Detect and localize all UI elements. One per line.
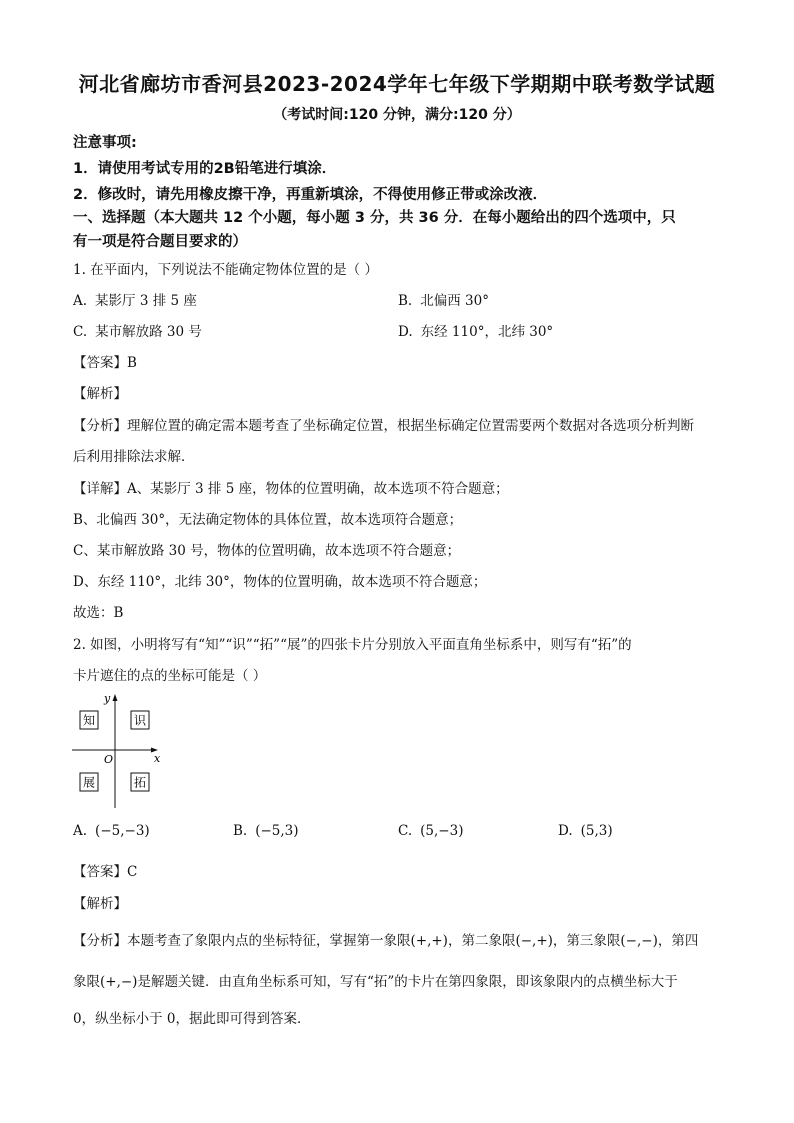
card-text-zhi: 知 <box>82 713 96 728</box>
q1-answer: 【答案】B <box>73 355 137 371</box>
q1-detail-line-2: B、北偏西 30°，无法确定物体的具体位置，故本选项符合题意； <box>73 512 463 528</box>
q1-analysis-heading: 【解析】 <box>73 386 127 402</box>
q2-option-b <box>233 823 299 839</box>
exam-info: （考试时间:120 分钟，满分:120 分） <box>273 107 521 123</box>
option-label: C. <box>398 823 413 839</box>
q1-option-d <box>398 320 553 340</box>
q2-option-a <box>73 823 150 839</box>
q1-detail-line-1: 【详解】A、某影厅 3 排 5 座，物体的位置明确，故本选项不符合题意； <box>73 481 509 497</box>
q2-option-d <box>558 823 613 839</box>
q2-fenxi-line-3: 0，纵坐标小于 0，据此即可得到答案． <box>73 1011 311 1027</box>
q1-fenxi-line-1: 【分析】理解位置的确定需本题考查了坐标确定位置，根据坐标确定位置需要两个数据对各选项分析判断 <box>73 418 694 434</box>
y-axis-arrow <box>113 694 118 701</box>
q1-fenxi-line-2: 后利用排除法求解． <box>73 449 195 465</box>
option-text: 某影厅 3 排 5 座 <box>95 293 197 309</box>
q2-fenxi-line-2: 象限(+,−)是解题关键．由直角坐标系可知，写有“拓”的卡片在第四象限，即该象限内的点横坐标大于 <box>73 974 678 990</box>
y-axis-label: y <box>104 692 111 705</box>
q2-analysis-heading: 【解析】 <box>73 896 127 912</box>
q1-option-b <box>398 289 489 309</box>
option-text: 北偏西 30° <box>420 293 489 309</box>
page-title: 河北省廊坊市香河县2023-2024学年七年级下学期期中联考数学试题 <box>78 72 716 96</box>
card-text-zhan: 展 <box>82 775 96 790</box>
q2-answer: 【答案】C <box>73 864 138 880</box>
option-text: 某市解放路 30 号 <box>95 324 202 340</box>
notes-item-2: 2．修改时，请先用橡皮擦干净，再重新填涂，不得使用修正带或涂改液． <box>73 187 548 203</box>
option-text: (−5,3) <box>255 823 299 839</box>
option-text: (5,3) <box>580 823 613 839</box>
option-text: 东经 110°，北纬 30° <box>420 324 554 340</box>
section-heading-line-1: 一、选择题（本大题共 12 个小题，每小题 3 分，共 36 分．在每小题给出的四个选项中，只 <box>73 210 676 226</box>
option-text: (−5,−3) <box>95 823 150 839</box>
option-label: A. <box>73 823 88 839</box>
q2-stem-line-1: 2. 如图，小明将写有“知”“识”“拓”“展”的四张卡片分别放入平面直角坐标系中，则写有“拓”的 <box>73 637 632 653</box>
coordinate-figure <box>70 692 170 810</box>
q1-stem: 1. 在平面内，下列说法不能确定物体位置的是（ ） <box>73 262 378 278</box>
origin-label: O <box>104 753 114 766</box>
option-label: D. <box>398 324 413 340</box>
option-label: A. <box>73 293 88 309</box>
q1-choose: 故选：B <box>73 605 124 621</box>
q1-option-c <box>73 320 202 340</box>
card-text-tuo: 拓 <box>133 775 147 790</box>
notes-heading: 注意事项: <box>73 135 137 151</box>
q1-detail-line-4: D、东经 110°，北纬 30°，物体的位置明确，故本选项不符合题意； <box>73 574 487 590</box>
option-label: B. <box>233 823 248 839</box>
x-axis-label: x <box>154 752 161 765</box>
q1-option-a <box>73 289 197 309</box>
card-text-shi: 识 <box>133 713 147 728</box>
option-label: C. <box>73 324 88 340</box>
option-text: (5,−3) <box>420 823 464 839</box>
q1-detail-line-3: C、某市解放路 30 号，物体的位置明确，故本选项不符合题意； <box>73 543 461 559</box>
q2-stem-line-2: 卡片遮住的点的坐标可能是（ ） <box>73 668 267 684</box>
option-label: B. <box>398 293 413 309</box>
notes-item-1: 1．请使用考试专用的2B铅笔进行填涂． <box>73 161 337 177</box>
q2-fenxi-line-1: 【分析】本题考查了象限内点的坐标特征，掌握第一象限(+,+)，第二象限(−,+)，第三象限(−,−)，第四 <box>73 933 699 949</box>
section-heading-line-2: 有一项是符合题目要求的） <box>73 234 247 250</box>
option-label: D. <box>558 823 573 839</box>
q2-option-c <box>398 823 463 839</box>
